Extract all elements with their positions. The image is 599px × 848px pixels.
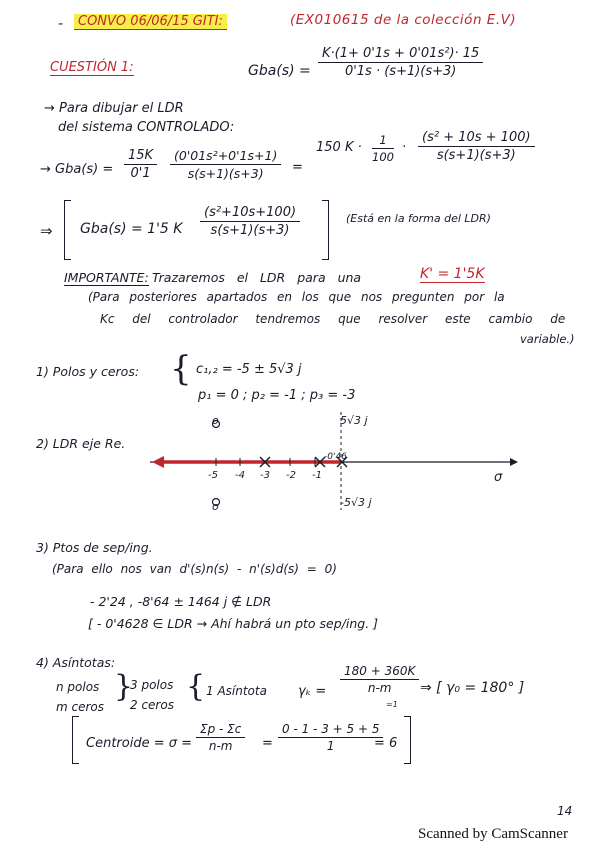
s3-label: 3) Ptos de sep/ing. — [36, 540, 153, 555]
eq1-f3-num: 1 — [372, 133, 394, 149]
intro-line2: del sistema CONTROLADO: — [58, 120, 235, 135]
s4-gamma-sub: =1 — [386, 700, 398, 709]
eq1-arrow: → — [40, 162, 51, 177]
footer-scanned-by: Scanned by CamScanner — [418, 826, 568, 842]
tick-label-m4: -4 — [235, 470, 245, 481]
header-source: (EX010615 de la colección E.V) — [290, 12, 517, 28]
s1-brace: { — [170, 349, 192, 389]
s2-bottom-label: -5√3 j — [340, 496, 372, 509]
gamma-den: n-m — [367, 681, 392, 695]
important-line4: variable.) — [520, 332, 575, 346]
eq1-mid: 150 K · — [316, 140, 362, 155]
s4-centroid-lhs: Centroide = σ = — [86, 736, 192, 751]
eq1-f4-num: (s² + 10s + 100) — [418, 130, 535, 147]
s4-m-text: m ceros — [56, 700, 105, 714]
g-denominator: 0'1s · (s+1)(s+3) — [344, 64, 457, 79]
eq1-fraction3 — [372, 133, 394, 164]
eq1-f2-num: (0'01s²+0'1s+1) — [170, 148, 281, 165]
important-label: IMPORTANTE: — [64, 270, 149, 285]
cent-f1-den: n-m — [208, 739, 233, 753]
gamma-num: 180 + 360K — [340, 664, 419, 680]
s2-sigma: σ — [494, 470, 503, 485]
s4-gamma-lhs: γₖ = — [298, 684, 327, 699]
eq1-fraction2 — [170, 148, 281, 181]
header-dash: - — [58, 16, 64, 32]
s4-n-text: n polos — [56, 680, 100, 694]
question-label: CUESTIÓN 1: — [50, 60, 134, 75]
ldr-red-arrowhead — [152, 456, 164, 468]
eq1-lhs: Gba(s) = — [55, 162, 114, 177]
header-convo-highlight: CONVO 06/06/15 GITI: — [74, 14, 227, 30]
eq2-fraction — [200, 205, 300, 238]
question-g-lhs: Gba(s) = — [248, 63, 311, 79]
cent-f2-num: 0 - 1 - 3 + 5 + 5 — [278, 722, 383, 738]
s4-centroid-right-bracket — [404, 716, 411, 764]
s4-result: ⇒ [ γ₀ = 180° ] — [420, 680, 525, 696]
eq2-right-bracket — [322, 200, 329, 260]
s2-label: 2) LDR eje Re. — [36, 436, 126, 451]
eq1-row — [40, 162, 113, 177]
eq1-f3-den: 100 — [372, 150, 394, 164]
s4-label: 4) Asíntotas: — [36, 655, 116, 670]
s4-m-val: 2 ceros — [130, 698, 174, 712]
cent-f2-den: 1 — [326, 739, 335, 753]
s4-centroid-fraction1 — [196, 722, 245, 753]
eq1-f1-den: 0'1 — [130, 166, 151, 181]
eq1-f1-num: 15K — [124, 148, 157, 165]
tick-label-m046: -0'46 — [324, 452, 347, 462]
header-date — [74, 14, 227, 29]
eq2-num: (s²+10s+100) — [200, 205, 300, 222]
s4-centroid-eq: = — [262, 736, 273, 751]
intro-line1: → Para dibujar el LDR — [44, 101, 184, 116]
s4-centroid-result: = 6 — [374, 736, 398, 751]
s3-line3: [ - 0'4628 ∈ LDR → Ahí habrá un pto sep/ing. ] — [88, 616, 379, 631]
s4-centroid-fraction2 — [278, 722, 383, 753]
s4-brace2: { — [186, 669, 206, 704]
eq1-f4-den: s(s+1)(s+3) — [436, 148, 516, 163]
page-number: 14 — [557, 804, 573, 818]
tick-label-m1: -1 — [312, 470, 322, 481]
tick-label-m2: -2 — [286, 470, 296, 481]
eq2-note: (Está en la forma del LDR) — [346, 212, 491, 225]
eq1-equals: = — [292, 160, 303, 175]
s2-top-small: o — [212, 414, 219, 427]
cent-f1-num: Σp - Σc — [196, 722, 245, 738]
s4-gamma-fraction — [340, 664, 419, 695]
s3-line2: - 2'24 , -8'64 ± 1464 j ∉ LDR — [90, 594, 272, 609]
important-kprime: K' = 1'5K — [420, 266, 485, 282]
eq2-den: s(s+1)(s+3) — [210, 223, 290, 238]
eq2-lhs: Gba(s) = 1'5 K — [80, 221, 183, 237]
g-numerator: K·(1+ 0'1s + 0'01s²)· 15 — [318, 46, 483, 63]
tick-label-m3: -3 — [260, 470, 270, 481]
s1-zeros: c₁,₂ = -5 ± 5√3 j — [196, 362, 302, 377]
question-g-fraction — [318, 46, 483, 79]
important-line2: (Para posteriores apartados en los que nos pregunten por la — [88, 290, 505, 304]
s1-poles: p₁ = 0 ; p₂ = -1 ; p₃ = -3 — [198, 388, 356, 403]
important-text: Trazaremos el LDR para una — [152, 270, 362, 285]
eq2-arrow: ⇒ — [40, 222, 53, 240]
eq1-dot: · — [402, 140, 407, 155]
s4-brace1: } — [114, 669, 134, 704]
s2-top-label: 5√3 j — [340, 414, 368, 427]
eq2-left-bracket — [64, 200, 71, 260]
s3-line1: (Para ello nos van d'(s)n(s) - n'(s)d(s) = 0) — [52, 562, 337, 576]
eq1-f2-den: s(s+1)(s+3) — [187, 166, 264, 181]
eq1-fraction1 — [124, 148, 157, 181]
s1-label: 1) Polos y ceros: — [36, 364, 140, 379]
tick-label-m5: -5 — [208, 470, 218, 481]
s4-asintota: 1 Asíntota — [206, 684, 267, 698]
eq1-fraction4 — [418, 130, 535, 163]
important-line3: Kc del controlador tendremos que resolver este cambio de — [100, 312, 566, 326]
axis-arrowhead — [510, 458, 518, 466]
s4-centroid-left-bracket — [72, 716, 79, 764]
s4-n-val: 3 polos — [130, 678, 174, 692]
s2-bottom-small: o — [212, 500, 219, 513]
